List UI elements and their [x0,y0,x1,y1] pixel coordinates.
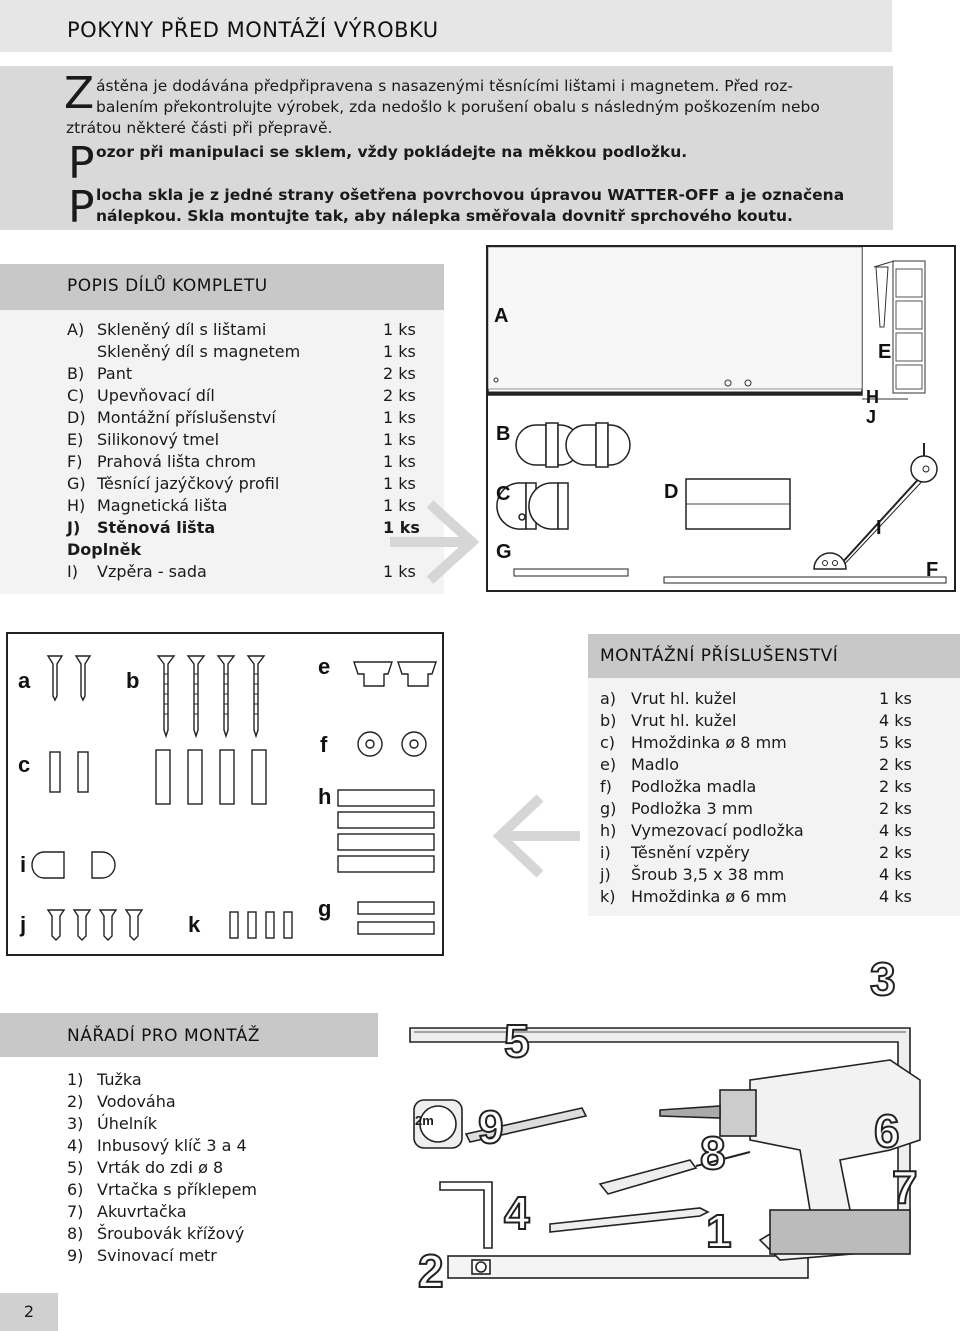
label-d: D [664,481,679,503]
tool-item-label: 9) [67,1246,84,1265]
parts-item-qty: 1 ks [383,518,420,537]
parts-item-label: H) [67,496,86,515]
tool-number-7: 7 [892,1161,918,1213]
tool-number-5: 5 [504,1015,530,1067]
parts-item [67,429,427,451]
accessory-item [600,688,920,710]
accessory-item-text: Vrut hl. kužel [631,711,737,730]
tool-item [67,1201,387,1223]
parts-header [0,264,444,310]
accessory-item-text: Šroub 3,5 x 38 mm [631,865,785,884]
label-j: J [866,407,877,427]
accessory-item-qty: 1 ks [879,689,912,708]
accessory-item-qty: 2 ks [879,799,912,818]
accessory-item-text: Vymezovací podložka [631,821,804,840]
parts-item-qty: 2 ks [383,364,416,383]
label-c: C [496,483,511,505]
tool-number-3: 3 [870,953,896,1005]
tool-item-text: Svinovací metr [97,1246,217,1265]
accessory-item-text: Podložka 3 mm [631,799,753,818]
parts-item-text: Silikonový tmel [97,430,220,449]
parts-item-label: I) [67,562,78,581]
accessory-item [600,710,920,732]
accessory-item [600,754,920,776]
parts-title: POPIS DÍLŮ KOMPLETU [67,276,268,296]
tool-item-text: Akuvrtačka [97,1202,187,1221]
parts-item-text: Prahová lišta chrom [97,452,256,471]
tool-item [67,1113,387,1135]
tool-item-label: 8) [67,1224,84,1243]
parts-item-text: Magnetická lišta [97,496,228,515]
tool-number-1: 1 [706,1205,732,1257]
hw-label-f: f [320,732,328,757]
accessory-item-text: Hmoždinka ø 8 mm [631,733,787,752]
page-number: 2 [0,1293,58,1331]
parts-item [67,319,427,341]
accessory-item [600,864,920,886]
tool-item-label: 7) [67,1202,84,1221]
hw-label-i: i [20,852,27,877]
accessory-item [600,820,920,842]
parts-item-text: Těsnící jazýčkový profil [97,474,280,493]
intro-box [0,66,893,233]
parts-item [67,561,427,583]
parts-diagram-drawing [488,247,954,590]
dropcap-z: Z [64,68,95,119]
parts-item-label: C) [67,386,85,405]
accessory-item-label: e) [600,755,617,774]
accessory-item-label: b) [600,711,617,730]
accessory-item [600,798,920,820]
parts-item [67,363,427,385]
tool-item-label: 2) [67,1092,84,1111]
intro-p1-line2: balením překontrolujte výrobek, zda nedošlo k porušení obalu s následným poškozením nebo [96,98,820,116]
label-a: A [494,305,509,327]
parts-item-label: D) [67,408,86,427]
tool-item [67,1135,387,1157]
tool-item-label: 6) [67,1180,84,1199]
parts-diagram [486,245,956,592]
accessory-item-qty: 4 ks [879,711,912,730]
tool-number-9: 9 [478,1101,504,1153]
intro-p1-line3: ztrátou některé části při přepravě. [66,119,333,137]
hardware-drawing [8,634,442,954]
accessory-item-label: k) [600,887,616,906]
arrow-left-decoration [486,780,590,890]
tool-item [67,1223,387,1245]
parts-item-label: Doplněk [67,540,142,559]
accessory-item-text: Těsnění vzpěry [631,843,750,862]
tool-item-label: 3) [67,1114,84,1133]
parts-item [67,495,427,517]
accessory-item-text: Madlo [631,755,679,774]
intro-p3-line1: locha skla je z jedné strany ošetřena povrchovou úpravou WATTER-OFF a je označena [96,186,845,204]
parts-item [67,539,427,561]
parts-item-label: J) [67,518,81,537]
accessory-item-label: g) [600,799,617,818]
tool-item-text: Šroubovák křížový [97,1224,245,1243]
parts-item-qty: 1 ks [383,452,416,471]
accessory-item-qty: 4 ks [879,887,912,906]
tool-item-text: Úhelník [97,1114,157,1133]
intro-p1-line1: ástěna je dodávána předpřipravena s nasazenými těsnícími lištami i magnetem. Před roz- [96,77,793,95]
parts-item-text: Vzpěra - sada [97,562,207,581]
page-title: POKYNY PŘED MONTÁŽÍ VÝROBKU [67,18,439,42]
tools-title: NÁŘADÍ PRO MONTÁŽ [67,1026,261,1046]
accessory-item-label: j) [600,865,611,884]
accessory-item [600,886,920,908]
parts-item-qty: 1 ks [383,496,416,515]
accessory-item-qty: 2 ks [879,843,912,862]
parts-item-text: Upevňovací díl [97,386,215,405]
tool-item-label: 4) [67,1136,84,1155]
tool-item-text: Tužka [97,1070,142,1089]
accessory-item-label: h) [600,821,617,840]
parts-item-text: Stěnová lišta [97,518,216,537]
accessory-item-qty: 5 ks [879,733,912,752]
accessory-item [600,732,920,754]
tool-item-text: Vrták do zdi ø 8 [97,1158,224,1177]
parts-item [67,451,427,473]
tool-item-text: Vodováha [97,1092,176,1111]
parts-item [67,385,427,407]
tool-item [67,1179,387,1201]
hw-label-h: h [318,784,332,809]
parts-item [67,341,427,363]
accessory-item-qty: 4 ks [879,821,912,840]
hw-label-b: b [126,668,140,693]
tool-item-text: Vrtačka s příklepem [97,1180,258,1199]
accessory-item-text: Podložka madla [631,777,757,796]
parts-item [67,517,427,539]
parts-item-qty: 2 ks [383,386,416,405]
accessories-title: MONTÁŽNÍ PŘÍSLUŠENSTVÍ [600,646,839,666]
label-i: I [876,517,882,539]
accessory-item [600,776,920,798]
tool-number-8: 8 [700,1127,726,1179]
parts-item-qty: 1 ks [383,474,416,493]
parts-item-qty: 1 ks [383,408,416,427]
hw-label-k: k [188,912,201,937]
label-b: B [496,423,511,445]
accessory-item-qty: 4 ks [879,865,912,884]
tool-item [67,1157,387,1179]
parts-item-label: A) [67,320,85,339]
tool-number-4: 4 [504,1187,530,1239]
hw-label-j: j [20,912,27,937]
tool-item [67,1091,387,1113]
parts-item-qty: 1 ks [383,430,416,449]
parts-item-label: B) [67,364,85,383]
hw-label-a: a [18,668,31,693]
tools-header [0,1013,378,1057]
accessory-item-label: f) [600,777,612,796]
label-h: H [866,387,879,407]
parts-item-text: Pant [97,364,133,383]
tool-item-label: 1) [67,1070,84,1089]
accessory-item-label: a) [600,689,617,708]
parts-item-text: Skleněný díl s magnetem [97,342,301,361]
parts-item-label: E) [67,430,84,449]
parts-item-qty: 1 ks [383,320,416,339]
dropcap-p1: P [68,138,95,189]
hardware-box [6,632,444,956]
tool-number-6: 6 [874,1105,900,1157]
tool-item-label: 5) [67,1158,84,1177]
parts-item-qty: 1 ks [383,342,416,361]
parts-item [67,473,427,495]
hw-label-e: e [318,654,331,679]
intro-p3-line2: nálepkou. Skla montujte tak, aby nálepka směřovala dovnitř sprchového koutu. [96,207,793,225]
parts-item-label: F) [67,452,83,471]
tool-item-text: Inbusový klíč 3 a 4 [97,1136,247,1155]
parts-item-qty: 1 ks [383,562,416,581]
accessory-item [600,842,920,864]
accessory-item-qty: 2 ks [879,777,912,796]
accessory-item-text: Vrut hl. kužel [631,689,737,708]
label-e: E [878,341,892,363]
tape-label: 2m [415,1113,434,1128]
arrow-right-decoration [378,490,488,590]
accessory-item-label: i) [600,843,611,862]
tool-number-2: 2 [418,1245,444,1297]
parts-item-text: Montážní příslušenství [97,408,276,427]
hw-label-g: g [318,896,332,921]
accessory-item-text: Hmoždinka ø 6 mm [631,887,787,906]
tool-item [67,1069,387,1091]
parts-item-label: G) [67,474,86,493]
intro-p2: ozor při manipulaci se sklem, vždy pokládejte na měkkou podložku. [96,143,688,161]
tool-item [67,1245,387,1267]
label-g: G [496,541,512,563]
accessory-item-qty: 2 ks [879,755,912,774]
parts-item-text: Skleněný díl s lištami [97,320,267,339]
hw-label-c: c [18,752,31,777]
dropcap-p2: P [68,182,95,233]
accessory-item-label: c) [600,733,616,752]
label-f: F [926,559,939,581]
parts-item [67,407,427,429]
accessories-header [588,634,960,678]
